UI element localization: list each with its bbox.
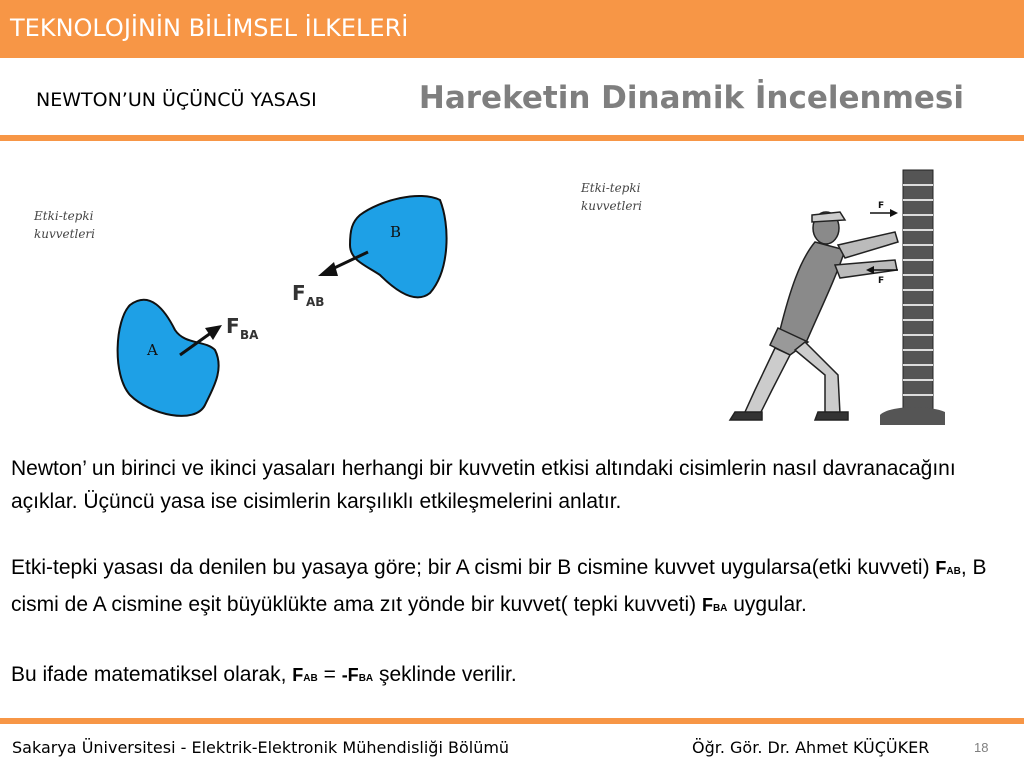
course-title: TEKNOLOJİNİN BİLİMSEL İLKELERİ <box>10 14 409 42</box>
paragraph-1: Newton’ un birinci ve ikinci yasaları herhangi bir kuvvetin etkisi altındaki cisimlerin nasıl davranacağını açıklar. Üçüncü yasa ise cisimlerin karşılıklı etkileşmelerini anlatır. <box>11 457 956 513</box>
body-text <box>11 452 1016 695</box>
arrow-fab-head <box>318 262 338 276</box>
body-a-blob <box>118 300 219 416</box>
arrow-fba-head <box>205 325 222 340</box>
paragraph-2-part-a: Etki-tepki yasası da denilen bu yasaya göre; bir A cismi bir B cismine kuvvet uygularsa(etki kuvveti) <box>11 556 936 579</box>
symbol-f-ab-sub: AB <box>946 566 961 577</box>
footer-institution: Sakarya Üniversitesi - Elektrik-Elektronik Mühendisliği Bölümü <box>12 738 510 757</box>
wall-force-label-top: F <box>878 201 885 211</box>
equation-f-ab-sub: AB <box>303 673 318 684</box>
right-caption-line2: kuvvetleri <box>581 199 642 213</box>
label-b: B <box>390 223 402 241</box>
paragraph-2-part-b: , B cismi de A cismine eşit büyüklükte ama zıt yönde bir kuvvet( tepki kuvveti) <box>11 556 987 616</box>
paragraph-3-part-b: şeklinde verilir. <box>373 663 517 686</box>
section-title: Hareketin Dinamik İncelenmesi <box>418 80 964 116</box>
paragraph-2-part-c: uygular. <box>727 593 807 616</box>
equation-equals: = <box>317 663 342 686</box>
paragraph-2 <box>11 551 1016 625</box>
left-caption-line1: Etki-tepki <box>34 209 94 223</box>
figure-area <box>0 150 1024 445</box>
title-bar <box>0 0 1024 58</box>
page-number: 18 <box>974 740 989 755</box>
brick-wall <box>880 170 945 425</box>
paragraph-3 <box>11 658 1016 695</box>
footer-divider <box>0 718 1024 724</box>
wall-force-arrowhead-top <box>890 209 898 217</box>
right-caption-line1: Etki-tepki <box>581 181 641 195</box>
label-fba-main: F <box>226 314 240 338</box>
equation-f-ba: -F <box>341 665 359 685</box>
label-fba-sub: BA <box>240 328 259 342</box>
label-fab-main: F <box>292 281 306 305</box>
wall-force-label-bottom: F <box>878 276 885 286</box>
slide-subtitle: NEWTON’UN ÜÇÜNCÜ YASASI <box>36 89 317 111</box>
symbol-f-ba: F <box>701 595 713 615</box>
paragraph-3-part-a: Bu ifade matematiksel olarak, <box>11 663 293 686</box>
footer-author: Öğr. Gör. Dr. Ahmet KÜÇÜKER <box>692 738 930 757</box>
left-caption-line2: kuvvetleri <box>34 227 95 241</box>
man-pushing-figure <box>730 212 898 420</box>
label-fab-sub: AB <box>306 295 325 309</box>
symbol-f-ba-sub: BA <box>712 603 728 614</box>
body-b-blob <box>350 196 447 297</box>
header-divider <box>0 135 1024 141</box>
equation-f-ab: F <box>292 665 304 685</box>
symbol-f-ab: F <box>935 558 947 578</box>
equation-f-ba-sub: BA <box>358 673 374 684</box>
label-a: A <box>147 341 158 359</box>
